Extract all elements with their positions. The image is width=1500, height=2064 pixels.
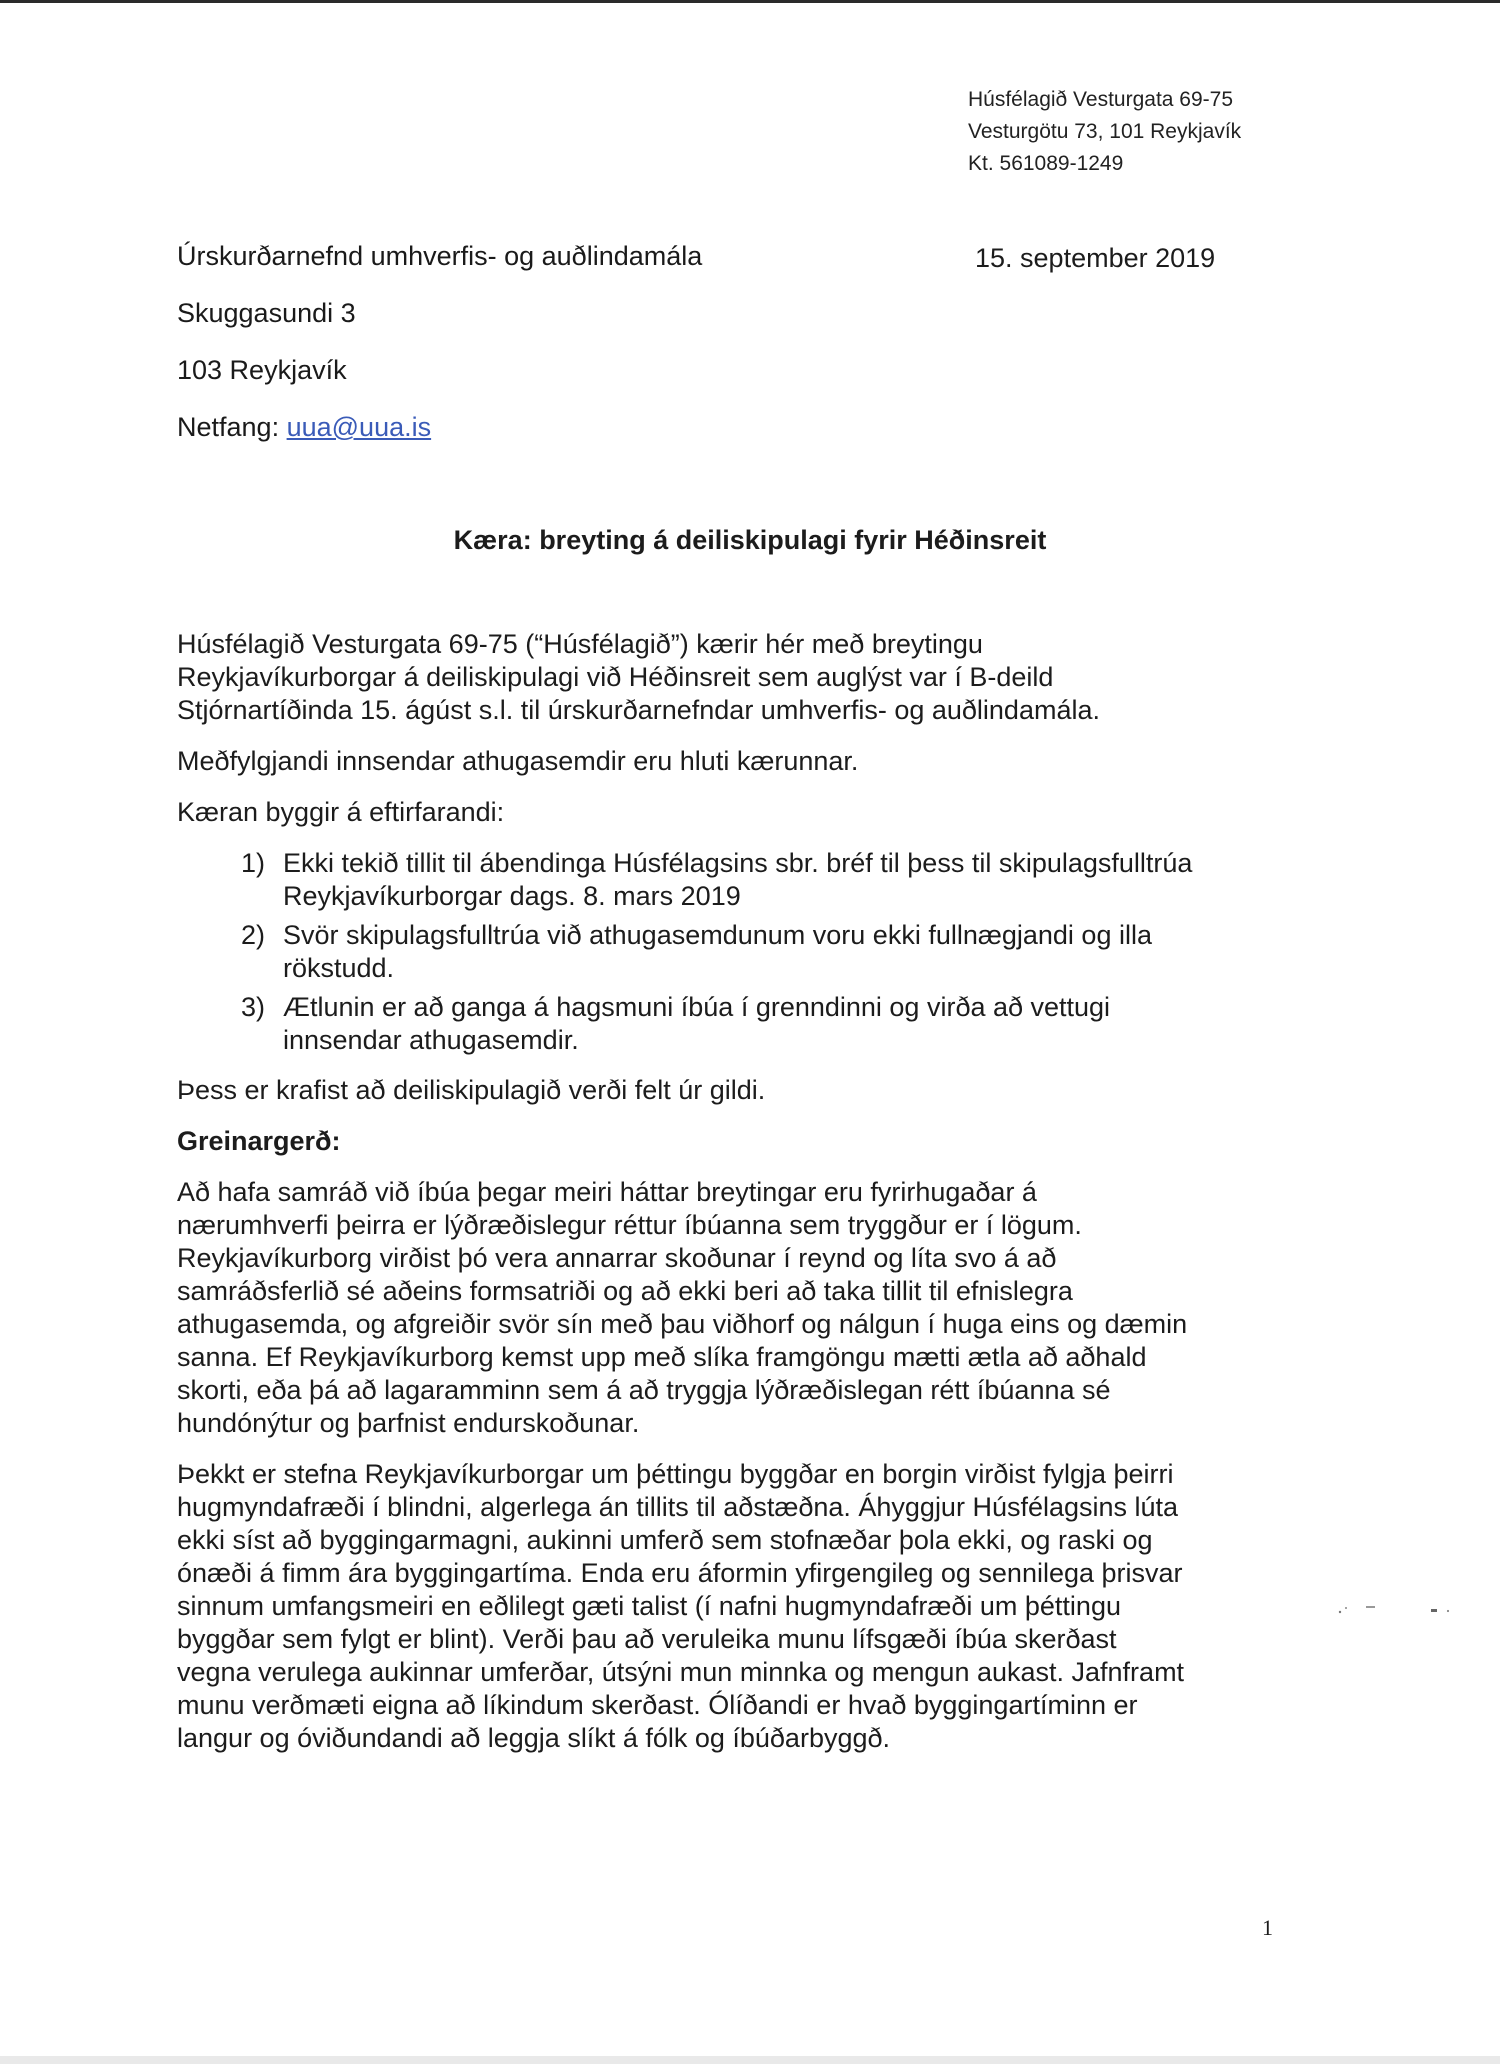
- reason-line: rökstudd.: [283, 953, 395, 983]
- explanation-heading: Greinargerð:: [177, 1126, 341, 1156]
- reason-line: Ætlunin er að ganga á hagsmuni íbúa í grenndinni og virða að vettugi: [283, 992, 1111, 1022]
- scan-top-edge: [0, 0, 1500, 3]
- attachment-note: Meðfylgjandi innsendar athugasemdir eru hluti kærunnar.: [177, 746, 859, 776]
- paragraph-line: hundónýtur og þarfnist endurskoðunar.: [177, 1408, 640, 1438]
- paragraph-line: skorti, eða þá að lagaramminn sem á að tryggja lýðræðislegan rétt íbúanna sé: [177, 1375, 1111, 1405]
- reason-line: Svör skipulagsfulltrúa við athugasemdunum voru ekki fullnægjandi og illa: [283, 920, 1152, 950]
- letter-date: 15. september 2019: [975, 243, 1216, 273]
- recipient-email-row: [177, 405, 702, 462]
- paragraph-line: vegna verulega aukinnar umferðar, útsýni mun minnka og mengun aukast. Jafnframt: [177, 1657, 1185, 1687]
- speck: [1431, 1609, 1437, 1612]
- recipient-block: [177, 234, 702, 462]
- paragraph-line: Að hafa samráð við íbúa þegar meiri háttar breytingar eru fyrirhugaðar á: [177, 1177, 1037, 1207]
- intro-paragraph: [177, 628, 1292, 727]
- paragraph-line: munu verðmæti eigna að líkindum skerðast. Ólíðandi er hvað byggingartíminn er: [177, 1690, 1138, 1720]
- reason-line: Ekki tekið tillit til ábendinga Húsfélagsins sbr. bréf til þess til skipulagsfulltrúa: [283, 848, 1193, 878]
- recipient-street: Skuggasundi 3: [177, 298, 356, 328]
- recipient-city: 103 Reykjavík: [177, 355, 347, 385]
- reason-number: 2): [240, 920, 265, 950]
- speck: [1366, 1606, 1375, 1608]
- paragraph-line: langur og óviðundandi að leggja slíkt á fólk og íbúðarbyggð.: [177, 1723, 891, 1753]
- email-label: Netfang:: [177, 412, 280, 442]
- reason-number: 1): [240, 848, 265, 878]
- explanation-paragraph-2: [177, 1458, 1292, 1755]
- reason-text: [283, 991, 1292, 1057]
- scan-bottom-edge: [0, 2056, 1500, 2064]
- sender-name: Húsfélagið Vesturgata 69-75: [968, 88, 1234, 111]
- reason-text: [283, 847, 1292, 913]
- recipient-name: Úrskurðarnefnd umhverfis- og auðlindamála: [177, 241, 703, 271]
- paragraph-line: nærumhverfi þeirra er lýðræðislegur réttur íbúanna sem tryggður er í lögum.: [177, 1210, 1082, 1240]
- sender-address: Vesturgötu 73, 101 Reykjavík: [968, 120, 1242, 143]
- paragraph-line: byggðar sem fylgt er blint). Verði þau að veruleika munu lífsgæði íbúa skerðast: [177, 1624, 1117, 1654]
- scan-specks: [1336, 1598, 1456, 1618]
- paragraph-line: ekki síst að byggingarmagni, aukinni umferð sem stofnæðar þola ekki, og raski og: [177, 1525, 1153, 1555]
- reason-text: [283, 919, 1292, 985]
- reason-item: [177, 919, 1292, 985]
- reason-number: 3): [240, 992, 265, 1022]
- speck: [1447, 1610, 1449, 1612]
- basis-intro: Kæran byggir á eftirfarandi:: [177, 797, 505, 827]
- reason-item: [177, 847, 1292, 913]
- sender-block: [968, 84, 1241, 180]
- paragraph-line: sanna. Ef Reykjavíkurborg kemst upp með slíka framgöngu mætti ætla að aðhald: [177, 1342, 1147, 1372]
- page-number: 1: [1262, 1915, 1273, 1940]
- speck: [1339, 1611, 1341, 1613]
- reason-item: [177, 991, 1292, 1057]
- reason-line: innsendar athugasemdir.: [283, 1025, 579, 1055]
- reason-line: Reykjavíkurborgar dags. 8. mars 2019: [283, 881, 741, 911]
- sender-kt: Kt. 561089-1249: [968, 152, 1124, 175]
- paragraph-line: athugasemda, og afgreiðir svör sín með þau viðhorf og nálgun í huga eins og dæmin: [177, 1309, 1188, 1339]
- letter-body: [177, 628, 1292, 1773]
- intro-line: Reykjavíkurborgar á deiliskipulagi við Héðinsreit sem auglýst var í B-deild: [177, 662, 1054, 692]
- paragraph-line: samráðsferlið sé aðeins formsatriði og að ekki beri að taka tillit til efnislegra: [177, 1276, 1073, 1306]
- paragraph-line: Þekkt er stefna Reykjavíkurborgar um þéttingu byggðar en borgin virðist fylgja þeirri: [177, 1459, 1174, 1489]
- paragraph-line: sinnum umfangsmeiri en eðlilegt gæti talist (í nafni hugmyndafræði um þéttingu: [177, 1591, 1121, 1621]
- speck: [1345, 1607, 1347, 1609]
- paragraph-line: Reykjavíkurborg virðist þó vera annarrar skoðunar í reynd og líta svo á að: [177, 1243, 1057, 1273]
- subject-heading: Kæra: breyting á deiliskipulagi fyrir Héðinsreit: [453, 525, 1047, 555]
- email-link[interactable]: uua@uua.is: [286, 412, 432, 442]
- intro-line: Húsfélagið Vesturgata 69-75 (“Húsfélagið”) kærir hér með breytingu: [177, 629, 983, 659]
- reasons-list: [177, 847, 1292, 1057]
- paragraph-line: ónæði á fimm ára byggingartíma. Enda eru áformin yfirgengileg og sennilega þrisvar: [177, 1558, 1183, 1588]
- demand-statement: Þess er krafist að deiliskipulagið verði felt úr gildi.: [177, 1075, 766, 1105]
- explanation-paragraph-1: [177, 1176, 1292, 1440]
- intro-line: Stjórnartíðinda 15. ágúst s.l. til úrskurðarnefndar umhverfis- og auðlindamála.: [177, 695, 1100, 725]
- paragraph-line: hugmyndafræði í blindni, algerlega án tillits til aðstæðna. Áhyggjur Húsfélagsins lúta: [177, 1492, 1179, 1522]
